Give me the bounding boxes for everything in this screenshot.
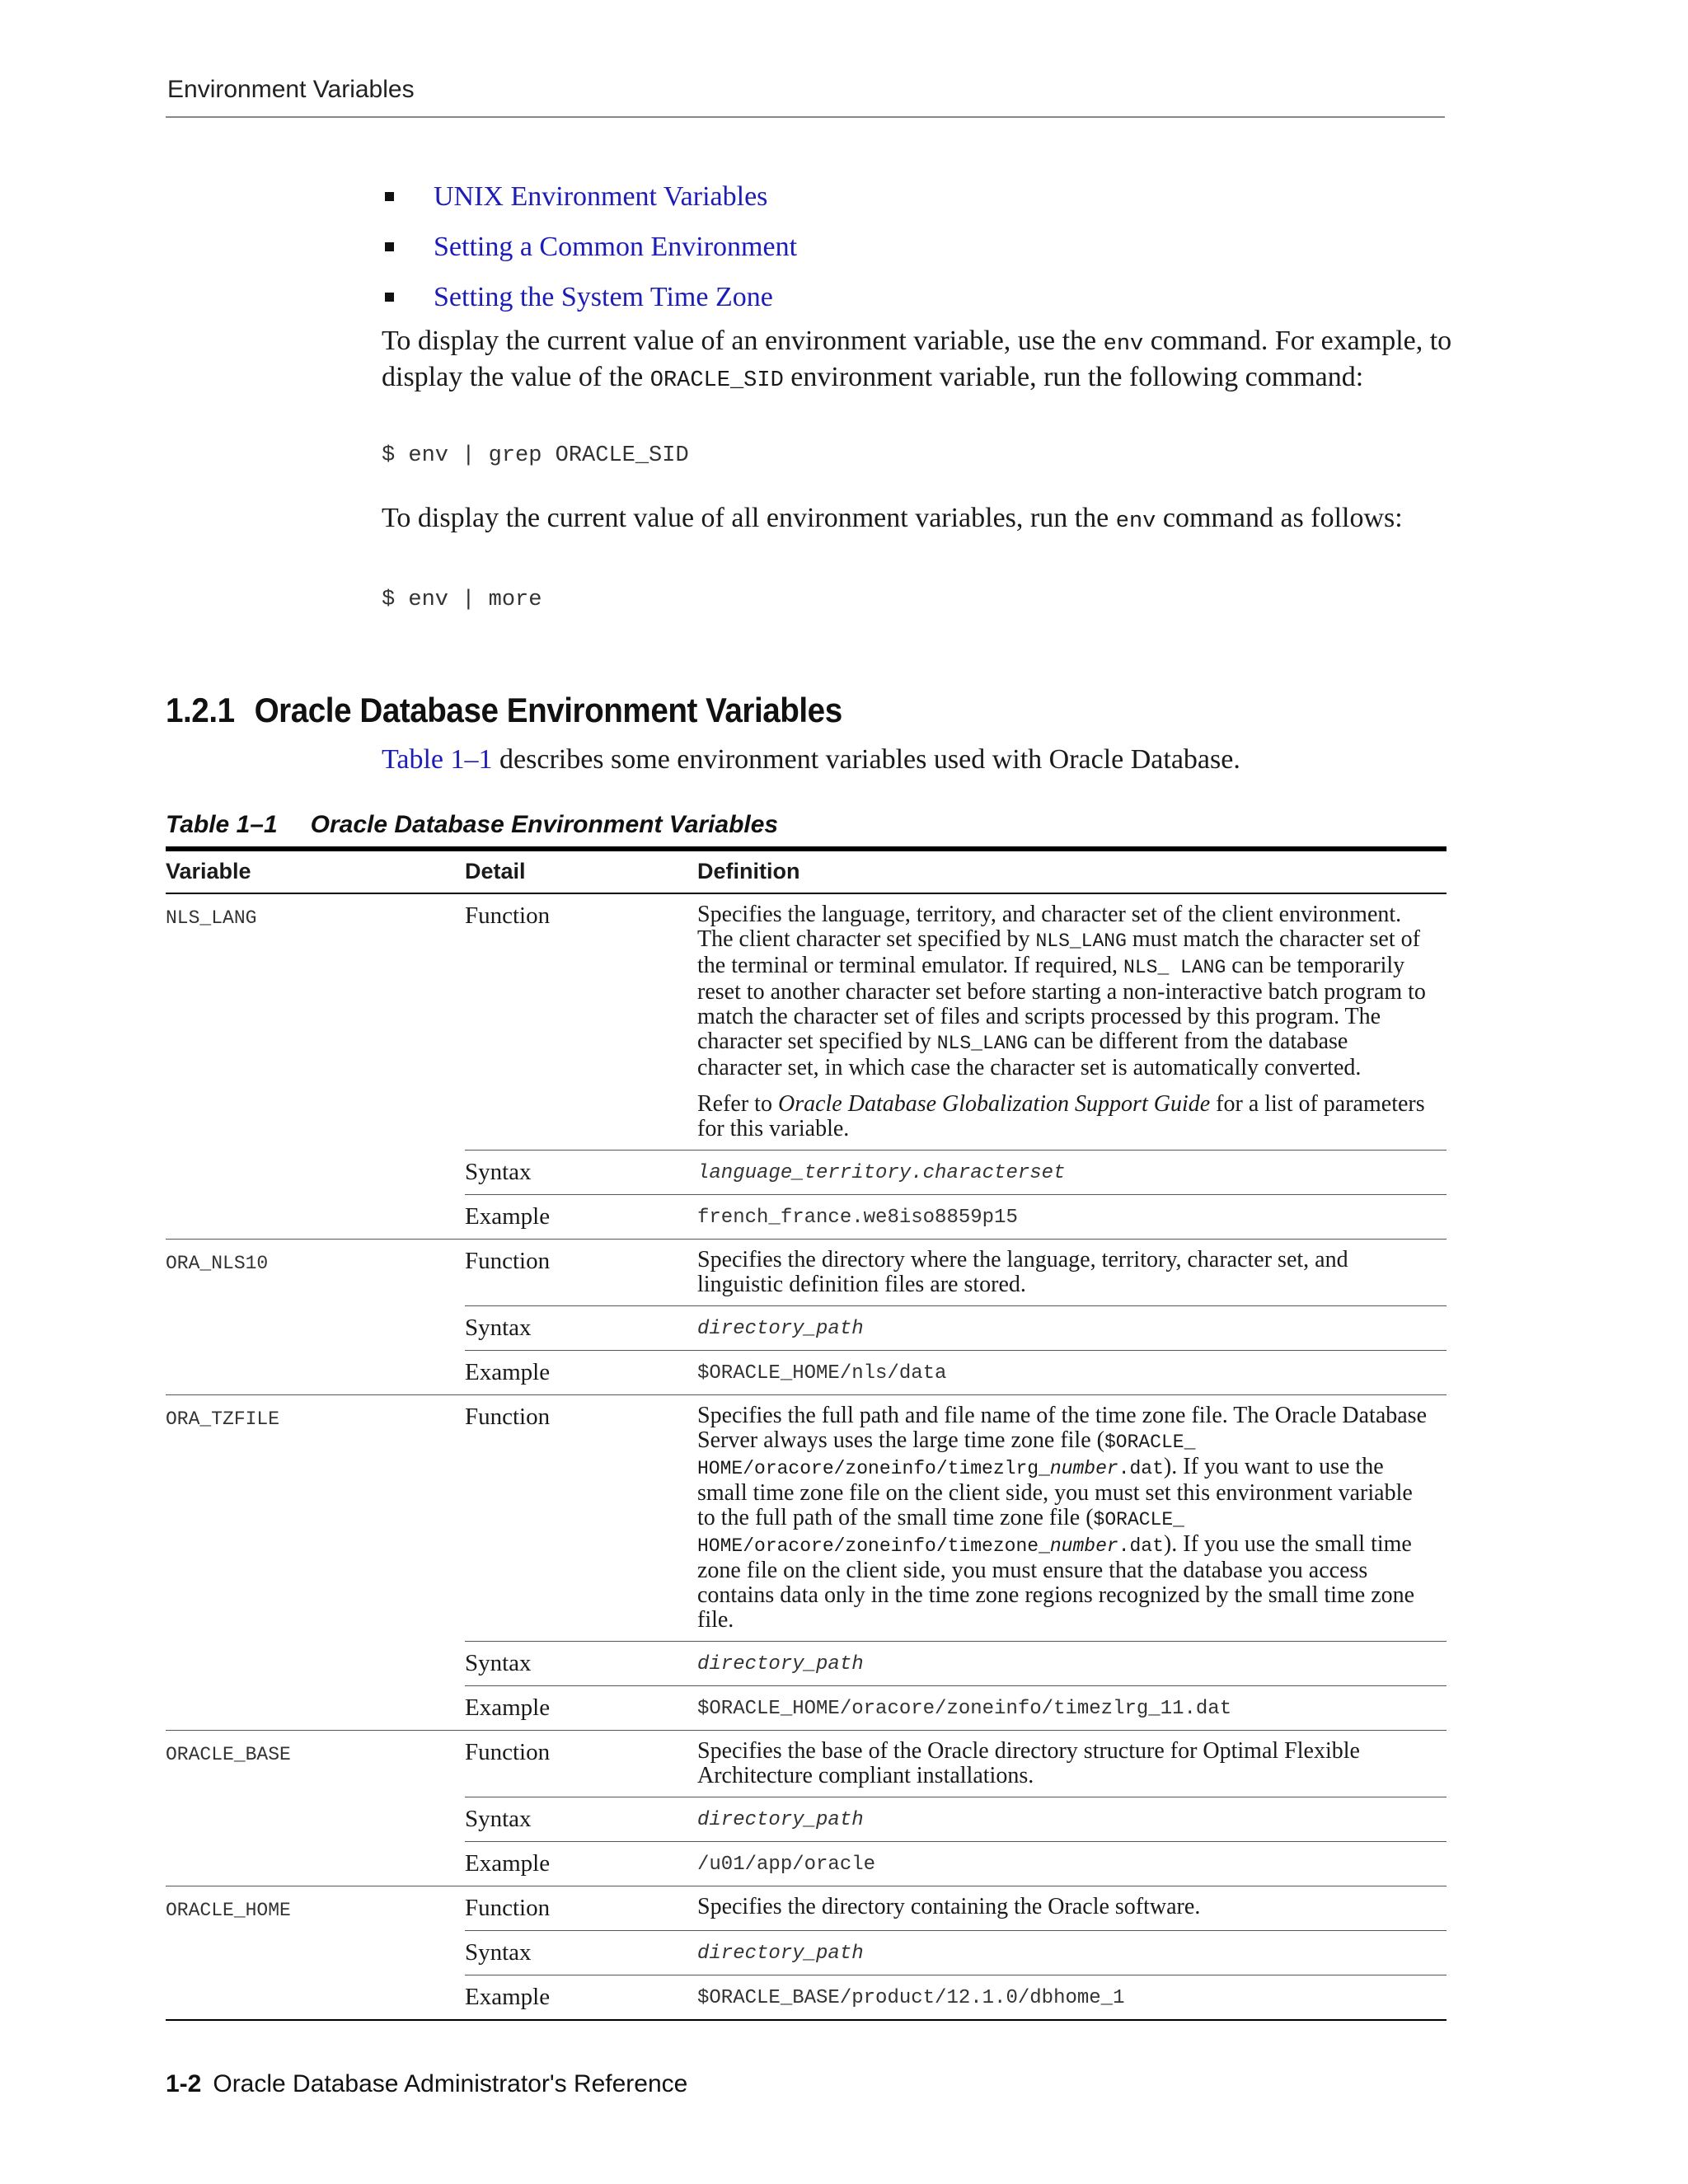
detail-label: Syntax: [465, 1151, 697, 1195]
definition-cell: $ORACLE_HOME/nls/data: [697, 1351, 1447, 1395]
page-footer: 1-2 Oracle Database Administrator's Reference: [166, 2070, 688, 2097]
column-header-detail: Detail: [465, 849, 697, 893]
detail-label: Example: [465, 1842, 697, 1886]
detail-label: Example: [465, 1351, 697, 1395]
definition-cell: directory_path: [697, 1306, 1447, 1351]
definition-cell: Specifies the directory containing the Oracle software.: [697, 1886, 1447, 1931]
detail-label: Example: [465, 1975, 697, 2021]
detail-label: Function: [465, 902, 551, 929]
variable-ora-tzfile: ORA_TZFILE: [166, 1395, 465, 1731]
table-row: [166, 1886, 1447, 1931]
paragraph-env-all: To display the current value of all environment variables, run the env command as follows:: [382, 503, 1403, 534]
code-example-more: $ env | more: [382, 588, 542, 612]
column-header-variable: Variable: [166, 849, 465, 893]
definition-cell: $ORACLE_BASE/product/12.1.0/dbhome_1: [697, 1975, 1447, 2021]
list-item: [382, 272, 797, 322]
definition-cell: Specifies the base of the Oracle directory structure for Optimal Flexible Architecture compliant installations.: [697, 1731, 1447, 1797]
paragraph-env-command: To display the current value of an environment variable, use the env command. For example, to display the value of the ORACLE_SID environment variable, run the following command:: [382, 326, 1452, 393]
table-caption: Table 1–1 Oracle Database Environment Variables: [166, 811, 779, 838]
running-header: Environment Variables: [167, 76, 415, 103]
definition-cell: french_france.we8iso8859p15: [697, 1195, 1447, 1240]
link-table-1-1[interactable]: Table 1–1: [382, 744, 493, 775]
detail-label: Function: [465, 1731, 697, 1797]
detail-label: Example: [465, 1686, 697, 1731]
header-rule: [166, 116, 1445, 118]
variable-ora-nls10: ORA_NLS10: [166, 1240, 465, 1395]
detail-label: Syntax: [465, 1931, 697, 1975]
related-topics-list: [382, 171, 797, 322]
section-heading: 1.2.1 Oracle Database Environment Variables: [166, 691, 842, 729]
definition-cell: Specifies the directory where the language, territory, character set, and linguistic definition files are stored.: [697, 1240, 1447, 1306]
square-bullet-icon: [385, 293, 394, 302]
environment-variables-table: [166, 846, 1447, 2021]
detail-label: Syntax: [465, 1797, 697, 1842]
definition-cell: directory_path: [697, 1642, 1447, 1686]
variable-oracle-home: ORACLE_HOME: [166, 1886, 465, 2021]
definition-cell: directory_path: [697, 1797, 1447, 1842]
definition-cell: $ORACLE_HOME/oracore/zoneinfo/timezlrg_11.dat: [697, 1686, 1447, 1731]
column-header-definition: Definition: [697, 849, 1447, 893]
detail-label: Syntax: [465, 1306, 697, 1351]
definition-cell: language_territory.characterset: [697, 1151, 1447, 1195]
table-row: [166, 893, 1447, 1151]
definition-cell: Specifies the full path and file name of the time zone file. The Oracle Database Server always uses the large time zone file ($ORACLE_ HOME/oracore/zoneinfo/timezlrg_number.dat). If you want to use the small time zone file on the client side, you must set this environment variable to the full path of the small time zone file ($ORACLE_ HOME/oracore/zoneinfo/timezone_number.dat). If you use the small time zone file on the client side, you must ensure that the database you access contains data only in the time zone regions recognized by the small time zone file.: [697, 1395, 1447, 1642]
link-setting-system-time-zone[interactable]: Setting the System Time Zone: [434, 281, 773, 312]
table-row: [166, 1395, 1447, 1642]
table-row: [166, 1731, 1447, 1797]
table-header-row: [166, 849, 1447, 893]
table-intro: Table 1–1 describes some environment variables used with Oracle Database.: [382, 744, 1240, 775]
list-item: [382, 171, 797, 222]
detail-label: Syntax: [465, 1642, 697, 1686]
table-row: [166, 1240, 1447, 1306]
detail-label: Function: [465, 1886, 697, 1931]
square-bullet-icon: [385, 192, 394, 201]
code-example-grep: $ env | grep ORACLE_SID: [382, 443, 689, 468]
variable-oracle-base: ORACLE_BASE: [166, 1731, 465, 1886]
definition-cell: Specifies the language, territory, and character set of the client environment. The client character set specified by NLS_LANG must match the character set of the terminal or terminal emulator. If required, NLS_ LANG can be temporarily reset to another character set before starting a non-interactive batch program to match the character set of files and scripts processed by this program. The character set specified by NLS_LANG can be different from the database character set, in which case the character set is automatically converted. Refer to Oracle Database Globalization Support Guide for a list of parameters for this variable.: [697, 902, 1426, 1141]
list-item: [382, 222, 797, 272]
detail-label: Function: [465, 1240, 697, 1306]
detail-label: Example: [465, 1195, 697, 1240]
square-bullet-icon: [385, 242, 394, 251]
definition-cell: directory_path: [697, 1931, 1447, 1975]
definition-cell: /u01/app/oracle: [697, 1842, 1447, 1886]
link-setting-common-environment[interactable]: Setting a Common Environment: [434, 231, 798, 262]
variable-nls-lang: NLS_LANG: [166, 907, 257, 929]
detail-label: Function: [465, 1395, 697, 1642]
link-unix-environment-variables[interactable]: UNIX Environment Variables: [434, 180, 768, 212]
